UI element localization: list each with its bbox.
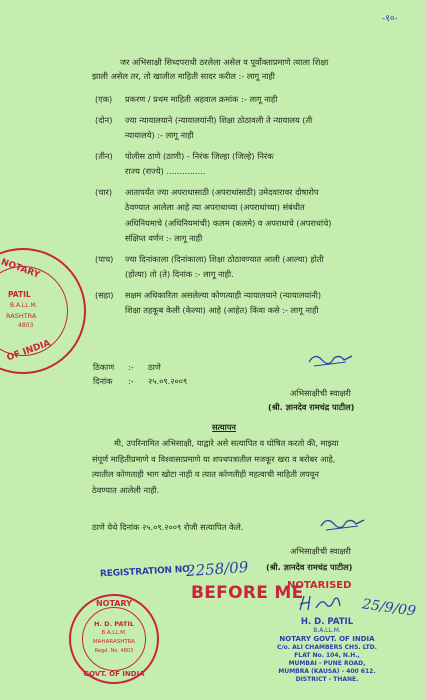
conviction-item-line: ठेवण्यात आलेला आहे त्या अपराधाच्या (अपराधांच्या) संबंधीत [125, 202, 305, 212]
stamp-bottom-arc-top: NOTARY [95, 599, 133, 608]
verification-line: त्यातील कोणताही भाग खोटा नाही व त्यात कोणतीही महत्वाची माहिती लपवून [92, 469, 319, 479]
conviction-item-line: पोलीस ठाणे (ठाणी) - निरंक जिल्हा (जिल्हे) निरंक [125, 150, 274, 161]
registration-label: REGISTRATION NO. [99, 564, 193, 580]
conviction-item [95, 92, 385, 108]
notary-name: H. D. PATIL [300, 617, 354, 627]
stamp-bottom-line-4: Regd. No. 4803 [94, 648, 134, 654]
conviction-item [95, 149, 385, 180]
notary-line-6: DISTRICT - THANE. [295, 676, 359, 683]
conviction-item-line: शिक्षा तहकूब केली (केल्या) आहे (आहेत) किंवा कसे :- लागू नाही [125, 305, 319, 315]
verification-heading: सत्यापन [212, 422, 236, 432]
conviction-item-line: प्रकरण / प्रथम माहिती अहवाल क्रमांक :- लागू नाही [125, 94, 278, 104]
notary-degree: B.A.LL.M. [313, 627, 341, 634]
place-label: ठिकाण [93, 362, 115, 372]
place-value: ठाणे [148, 362, 161, 372]
conviction-item [95, 288, 385, 319]
verification-line: मी, उपरिनामित अभिसाक्षी, याद्वारे असे सत्यापित व घोषित करतो की, माझ्या [114, 438, 339, 448]
conviction-item-line: सक्षम अधिकारिता असलेल्या कोणत्याही न्यायालयाने (न्यायालयांनी) [125, 289, 322, 300]
conviction-item-label: (सहा) [95, 289, 114, 300]
stamp-top-line-3: RASHTRA [6, 312, 37, 320]
verification-line: संपूर्ण माहितीप्रमाणे व विश्वासाप्रमाणे या शपथपत्रातील मजकूर खरा व बरोबर आहे, [92, 453, 336, 464]
stamp-bottom-line-3: MAHARASHTRA [92, 639, 136, 645]
conviction-item [95, 185, 385, 247]
stamp-bottom-line-2: B.A.LL.M. [101, 630, 127, 636]
stamp-bottom-line-1: H. D. PATIL [94, 620, 134, 628]
date-label: दिनांक [93, 376, 113, 386]
conviction-item-label: (एक) [95, 94, 113, 104]
notarised-stamp: NOTARISED [287, 580, 352, 591]
verification-text [92, 436, 392, 498]
conviction-item-label: (तीन) [95, 150, 113, 161]
handwritten-date: 25/9/09 [361, 596, 417, 620]
notary-line-4: MUMBAI - PUNE ROAD, [288, 660, 366, 667]
date-value: २५.०९.२००९ [148, 376, 188, 386]
place-colon: :- [128, 362, 134, 372]
conviction-details-list [95, 92, 385, 324]
conviction-item [95, 252, 385, 283]
stamp-top-arc-top: NOTARY [0, 257, 42, 281]
deponent-signature-2 [318, 512, 368, 534]
conviction-item-line: ज्या न्यायालयाने (न्यायालयांनी) शिक्षा ठोठावली ते न्यायालय (ती [125, 114, 313, 125]
stamp-bottom-arc-bottom: GOVT. OF INDIA [83, 670, 145, 678]
verification-place-line: ठाणे येथे दिनांक २५.०९.२००९ रोजी सत्यापित केले. [92, 522, 244, 532]
notary-line-2: C/o. ALI CHAMBERS CHS. LTD. [277, 644, 377, 651]
stamp-top-line-1: PATIL [8, 290, 31, 299]
notary-line-1: NOTARY GOVT. OF INDIA [279, 635, 375, 643]
conviction-item-label: (पाच) [95, 253, 114, 264]
notary-line-5: MUMBRA (KAUSA) - 400 612. [278, 668, 376, 675]
deponent-signature-label-2: अभिसाक्षीची स्वाक्षरी [290, 546, 351, 556]
notary-signature [296, 590, 356, 614]
conviction-item-line: आतापर्यंत ज्या अपराधासाठी (अपराधांसाठी) उमेदवारावर दोषारोप [125, 186, 319, 197]
conviction-item-line: अधिनियमाचे (अधिनियमांची) कलम (कलमे) व अपराधाचे (अपराधांचे) [125, 217, 332, 228]
conviction-item-line: ज्या दिनांकाला (दिनांकाला) शिक्षा ठोठावण्यात आली (आल्या) होती [125, 253, 324, 264]
before-me-stamp: BEFORE ME [191, 583, 304, 603]
deponent-name-2: (श्री. ज्ञानदेव रामचंद्र पाटील) [266, 562, 353, 572]
intro-line-1: जर अभिसाक्षी सिध्दपराधी ठरलेला असेल व पूर्वोक्ताप्रमाणे त्याला शिक्षा [120, 57, 329, 67]
conviction-item-line: संक्षिप्त वर्णन :- लागू नाही [125, 233, 203, 243]
stamp-top-line-4: 4803 [18, 322, 34, 329]
notary-stamp-top [0, 248, 86, 374]
conviction-item-line: (होत्या) तो (ते) दिनांक :- लागू नाही. [125, 269, 234, 279]
stamp-top-arc-bottom: OF INDIA [5, 338, 52, 364]
notary-address-block [262, 617, 392, 684]
conviction-item-label: (चार) [95, 186, 113, 197]
conviction-item-line: न्यायालये) :- लागू नाही [125, 130, 194, 140]
verification-line: ठेवण्यात आलेली नाही. [92, 484, 160, 495]
notary-stamp-bottom [69, 594, 159, 684]
conviction-item [95, 113, 385, 144]
notary-line-3: FLAT No. 104, N.H., [294, 652, 360, 659]
deponent-signature-1 [306, 348, 356, 370]
deponent-name-1: (श्री. ज्ञानदेव रामचंद्र पाटील) [268, 402, 355, 412]
registration-number: 2258/09 [185, 557, 249, 581]
page-number: -१०- [382, 14, 398, 24]
stamp-top-line-2: B.A.LL.M. [10, 302, 38, 309]
deponent-signature-label-1: अभिसाक्षीची स्वाक्षरी [290, 388, 351, 398]
conviction-item-line: राज्य (राज्ये) ............... [125, 166, 206, 176]
conviction-item-label: (दोन) [95, 114, 113, 125]
intro-line-2: झाली असेल तर, तो खालील माहिती सादर करील :- लागू नाही [92, 71, 275, 81]
date-colon: :- [128, 376, 134, 386]
